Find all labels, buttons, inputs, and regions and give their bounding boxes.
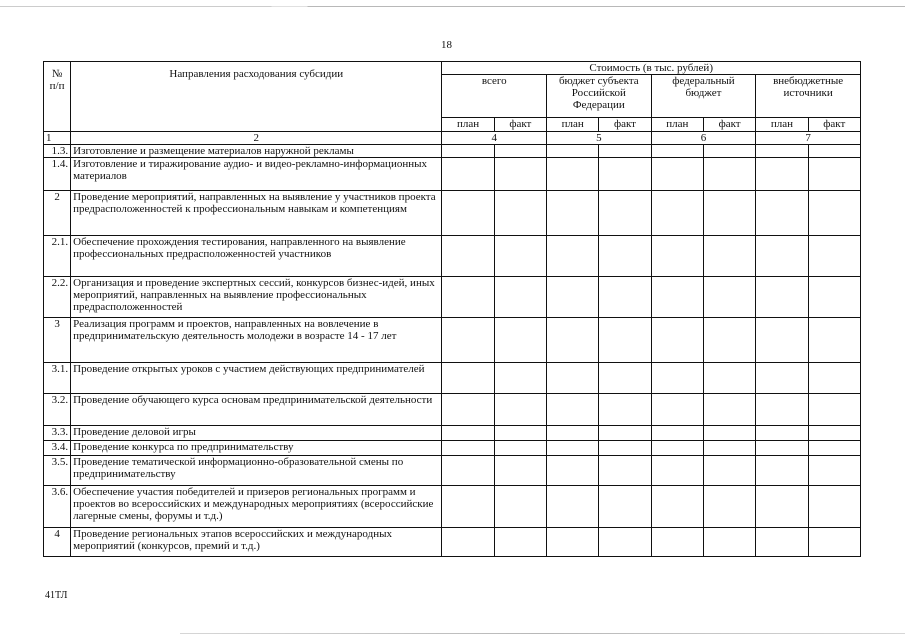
value-cell	[494, 236, 546, 277]
value-cell	[808, 191, 860, 236]
document-code: 41ТЛ	[45, 590, 68, 601]
value-cell	[494, 277, 546, 318]
value-cell	[442, 191, 494, 236]
value-cell	[756, 236, 808, 277]
header-group-regional-budget: бюджет субъекта Российской Федерации	[547, 75, 652, 118]
row-description: Проведение мероприятий, направленных на выявление у участников проекта предрасположенностей к профессиональным навыкам и компетенциям	[71, 191, 442, 236]
value-cell	[494, 456, 546, 486]
header-fact: факт	[703, 118, 755, 132]
table-row	[44, 486, 861, 528]
value-cell	[547, 441, 599, 456]
subsidy-expenditure-table	[43, 61, 861, 557]
header-fact: факт	[808, 118, 860, 132]
table-row	[44, 318, 861, 363]
value-cell	[756, 528, 808, 557]
value-cell	[599, 486, 651, 528]
table-row	[44, 528, 861, 557]
header-plan: план	[442, 118, 494, 132]
table-row	[44, 456, 861, 486]
table-row	[44, 363, 861, 394]
row-number: 3	[44, 318, 71, 363]
value-cell	[599, 363, 651, 394]
value-cell	[442, 426, 494, 441]
value-cell	[703, 441, 755, 456]
column-number-5: 5	[547, 132, 652, 145]
value-cell	[756, 486, 808, 528]
value-cell	[651, 363, 703, 394]
table-header	[44, 62, 861, 145]
value-cell	[808, 277, 860, 318]
value-cell	[494, 441, 546, 456]
row-number: 3.5.	[44, 456, 71, 486]
value-cell	[703, 277, 755, 318]
row-description: Проведение деловой игры	[71, 426, 442, 441]
column-number-7: 7	[756, 132, 861, 145]
value-cell	[442, 363, 494, 394]
value-cell	[756, 394, 808, 426]
column-number-6: 6	[651, 132, 756, 145]
value-cell	[756, 441, 808, 456]
row-description: Проведение открытых уроков с участием действующих предпринимателей	[71, 363, 442, 394]
column-number-1: 1	[44, 132, 71, 145]
value-cell	[599, 145, 651, 158]
value-cell	[756, 363, 808, 394]
value-cell	[651, 145, 703, 158]
header-group-federal-budget: федеральный бюджет	[651, 75, 756, 118]
value-cell	[442, 441, 494, 456]
value-cell	[756, 277, 808, 318]
value-cell	[651, 528, 703, 557]
table-body	[44, 145, 861, 557]
table-row	[44, 277, 861, 318]
row-description: Изготовление и тиражирование аудио- и видео-рекламно-информационных материалов	[71, 158, 442, 191]
row-number: 3.4.	[44, 441, 71, 456]
value-cell	[703, 145, 755, 158]
row-number: 3.1.	[44, 363, 71, 394]
header-plan: план	[756, 118, 808, 132]
value-cell	[599, 441, 651, 456]
value-cell	[547, 426, 599, 441]
header-fact: факт	[599, 118, 651, 132]
value-cell	[808, 236, 860, 277]
value-cell	[599, 158, 651, 191]
value-cell	[651, 236, 703, 277]
row-number: 1.4.	[44, 158, 71, 191]
value-cell	[808, 426, 860, 441]
value-cell	[703, 456, 755, 486]
table-row	[44, 426, 861, 441]
value-cell	[547, 236, 599, 277]
row-number: 3.3.	[44, 426, 71, 441]
column-number-2: 2	[71, 132, 442, 145]
value-cell	[756, 191, 808, 236]
header-cost-title: Стоимость (в тыс. рублей)	[442, 62, 861, 75]
value-cell	[599, 191, 651, 236]
value-cell	[599, 426, 651, 441]
value-cell	[494, 145, 546, 158]
header-direction-column: Направления расходования субсидии	[71, 62, 442, 132]
value-cell	[651, 456, 703, 486]
value-cell	[442, 145, 494, 158]
scan-artifact-bottom	[180, 633, 905, 634]
row-number: 2.1.	[44, 236, 71, 277]
value-cell	[494, 191, 546, 236]
table-row	[44, 441, 861, 456]
value-cell	[651, 486, 703, 528]
value-cell	[651, 318, 703, 363]
value-cell	[703, 486, 755, 528]
value-cell	[547, 528, 599, 557]
row-number: 3.6.	[44, 486, 71, 528]
value-cell	[599, 528, 651, 557]
header-group-total: всего	[442, 75, 547, 118]
value-cell	[703, 236, 755, 277]
value-cell	[808, 145, 860, 158]
value-cell	[442, 318, 494, 363]
value-cell	[703, 318, 755, 363]
page-number: 18	[441, 39, 452, 51]
header-plan: план	[651, 118, 703, 132]
row-number: 4	[44, 528, 71, 557]
value-cell	[494, 158, 546, 191]
value-cell	[703, 158, 755, 191]
value-cell	[651, 277, 703, 318]
scan-artifact-top	[0, 6, 905, 7]
row-number: 2.2.	[44, 277, 71, 318]
value-cell	[599, 318, 651, 363]
value-cell	[547, 486, 599, 528]
row-description: Проведение тематической информационно-образовательной смены по предпринимательству	[71, 456, 442, 486]
value-cell	[703, 426, 755, 441]
row-description: Проведение региональных этапов всероссийских и международных мероприятий (конкурсов, премий и т.д.)	[71, 528, 442, 557]
value-cell	[547, 191, 599, 236]
value-cell	[651, 191, 703, 236]
table-row	[44, 394, 861, 426]
table-row	[44, 158, 861, 191]
value-cell	[494, 363, 546, 394]
column-number-4: 4	[442, 132, 547, 145]
value-cell	[651, 426, 703, 441]
value-cell	[547, 456, 599, 486]
row-description: Организация и проведение экспертных сессий, конкурсов бизнес-идей, иных мероприятий, направленных на выявление профессиональных предрасположенностей	[71, 277, 442, 318]
value-cell	[756, 158, 808, 191]
table-row	[44, 236, 861, 277]
value-cell	[808, 318, 860, 363]
value-cell	[808, 441, 860, 456]
value-cell	[442, 394, 494, 426]
value-cell	[808, 486, 860, 528]
value-cell	[599, 394, 651, 426]
value-cell	[494, 426, 546, 441]
table-row	[44, 191, 861, 236]
value-cell	[547, 318, 599, 363]
value-cell	[703, 394, 755, 426]
row-description: Проведение обучающего курса основам предпринимательской деятельности	[71, 394, 442, 426]
row-number: 3.2.	[44, 394, 71, 426]
value-cell	[494, 394, 546, 426]
value-cell	[651, 158, 703, 191]
value-cell	[494, 318, 546, 363]
value-cell	[808, 363, 860, 394]
value-cell	[442, 456, 494, 486]
value-cell	[651, 441, 703, 456]
value-cell	[703, 363, 755, 394]
value-cell	[442, 277, 494, 318]
value-cell	[808, 158, 860, 191]
value-cell	[599, 277, 651, 318]
value-cell	[808, 394, 860, 426]
value-cell	[442, 528, 494, 557]
value-cell	[808, 528, 860, 557]
row-description: Обеспечение прохождения тестирования, направленного на выявление профессиональных предрасположенностей участников	[71, 236, 442, 277]
value-cell	[442, 486, 494, 528]
row-number: 2	[44, 191, 71, 236]
value-cell	[703, 191, 755, 236]
value-cell	[494, 486, 546, 528]
value-cell	[756, 318, 808, 363]
row-number: 1.3.	[44, 145, 71, 158]
header-fact: факт	[494, 118, 546, 132]
value-cell	[808, 456, 860, 486]
row-description: Обеспечение участия победителей и призеров региональных программ и проектов во всероссийских и международных мероприятиях (всероссийские лагерные смены, форумы и т.д.)	[71, 486, 442, 528]
value-cell	[442, 236, 494, 277]
row-description: Изготовление и размещение материалов наружной рекламы	[71, 145, 442, 158]
value-cell	[703, 528, 755, 557]
value-cell	[547, 363, 599, 394]
value-cell	[547, 277, 599, 318]
value-cell	[547, 158, 599, 191]
value-cell	[651, 394, 703, 426]
table-row	[44, 145, 861, 158]
value-cell	[599, 236, 651, 277]
value-cell	[442, 158, 494, 191]
value-cell	[756, 145, 808, 158]
value-cell	[599, 456, 651, 486]
header-plan: план	[547, 118, 599, 132]
header-number-column: № п/п	[44, 62, 71, 132]
value-cell	[756, 426, 808, 441]
value-cell	[494, 528, 546, 557]
value-cell	[547, 394, 599, 426]
value-cell	[756, 456, 808, 486]
header-group-extrabudgetary: внебюджетные источники	[756, 75, 861, 118]
row-description: Реализация программ и проектов, направленных на вовлечение в предпринимательскую деятельность молодежи в возрасте 14 - 17 лет	[71, 318, 442, 363]
row-description: Проведение конкурса по предпринимательству	[71, 441, 442, 456]
value-cell	[547, 145, 599, 158]
